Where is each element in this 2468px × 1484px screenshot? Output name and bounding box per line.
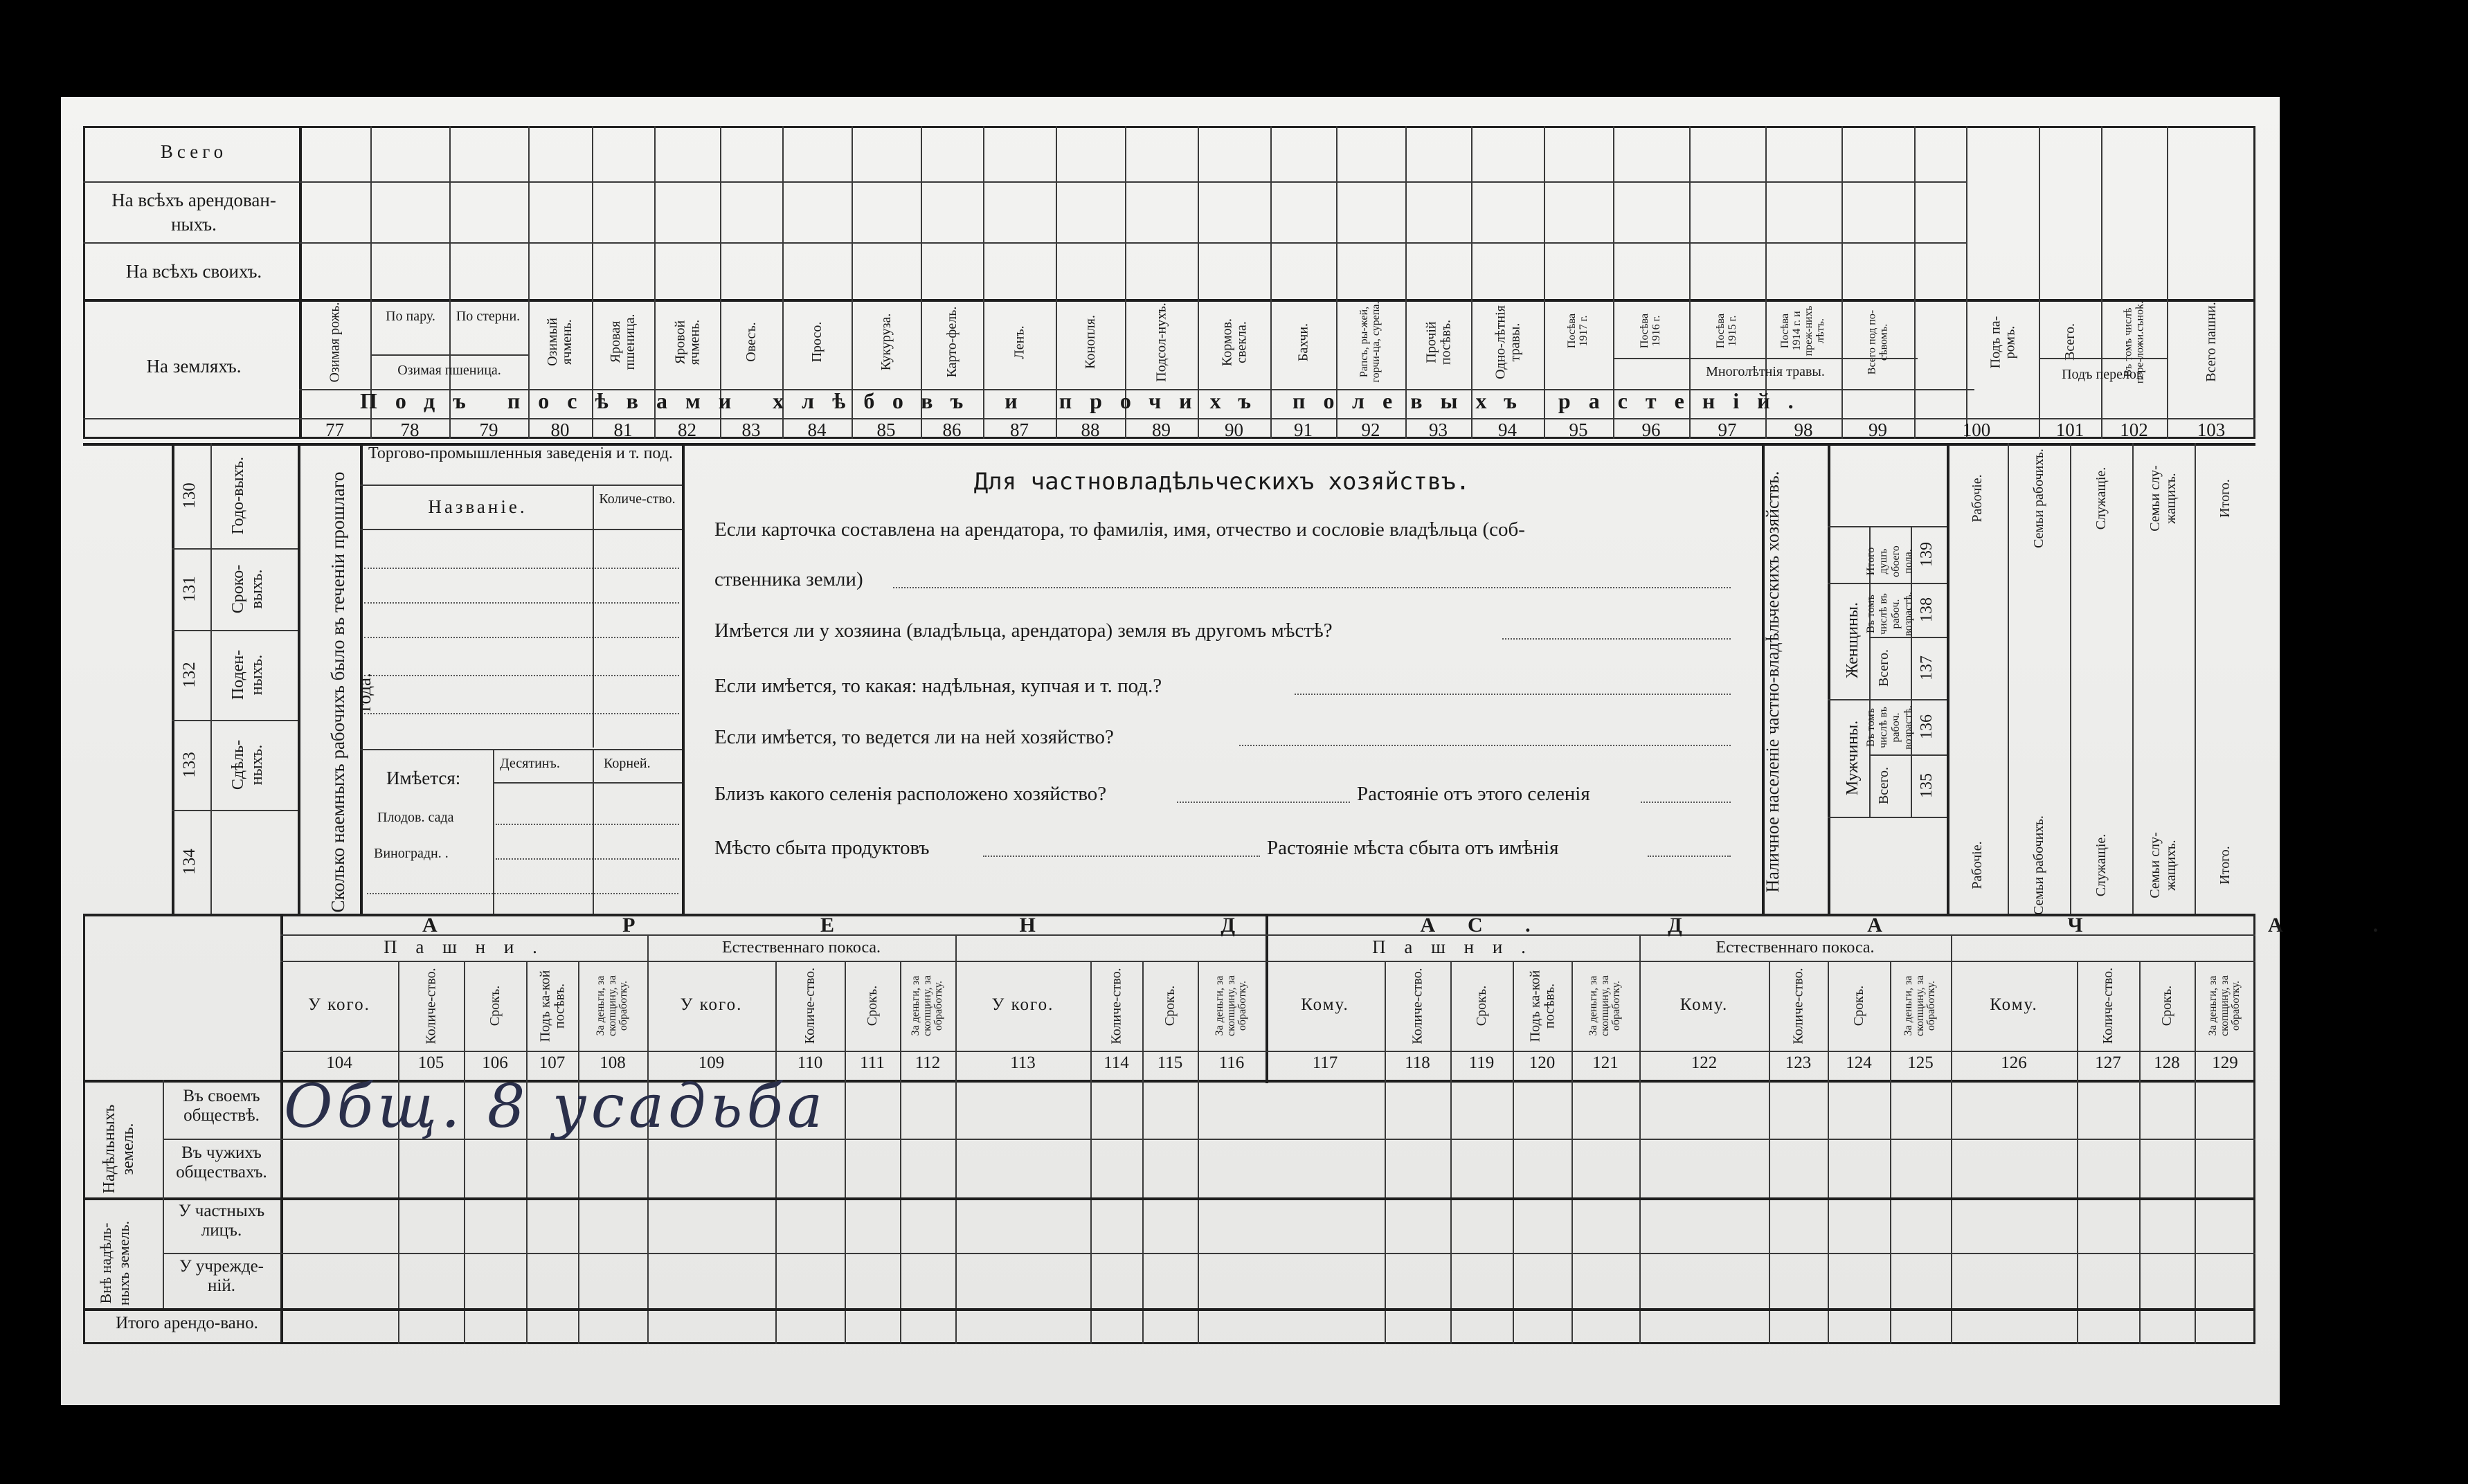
bottom-column-line bbox=[1890, 961, 1891, 1344]
top-column-number: 94 bbox=[1498, 419, 1517, 440]
bottom-column-header: Количе-ство. bbox=[1790, 967, 1805, 1044]
arenda-pashni: П а ш н и . bbox=[384, 936, 544, 957]
enterprises-title: Торгово-промышленныя заведенiя и т. под. bbox=[368, 444, 673, 462]
sdacha-pashni: П а ш н и . bbox=[1372, 936, 1533, 957]
row-label-on-lands: На земляхъ. bbox=[146, 356, 242, 377]
bottom-column-header: Срокъ. bbox=[1473, 985, 1489, 1026]
population-number: 136 bbox=[1918, 714, 1936, 739]
handwritten-entry: Общ. 8 усадьба bbox=[284, 1072, 827, 1141]
arenda-pokos: Естественнаго покоса. bbox=[721, 939, 881, 957]
top-column-number: 99 bbox=[1868, 419, 1887, 440]
bottom-column-line bbox=[1385, 961, 1386, 1344]
women-working-label: Въ томъ числѣ въ рабоч. возрастѣ. bbox=[1865, 592, 1914, 636]
crop-header: Въ томъ числѣ пере-ложи.съноk. bbox=[2121, 300, 2145, 383]
cattle-number: 134 bbox=[180, 849, 199, 875]
bottom-column-line bbox=[2139, 961, 2141, 1344]
workers-header-top: Рабочiе. bbox=[1969, 474, 1985, 523]
wheat-sub-stubble: По стерни. bbox=[456, 309, 521, 324]
bottom-column-number: 109 bbox=[698, 1053, 725, 1072]
private-q6: Мѣсто сбыта продуктовъ bbox=[714, 837, 930, 859]
private-q2: Имѣется ли у хозяина (владѣльца, арендатора) земля въ другомъ мѣстѣ? bbox=[714, 619, 1333, 642]
crop-header: Прочiй посѣвъ. bbox=[1423, 319, 1453, 365]
crop-header: Озимый ячмень. bbox=[545, 318, 575, 366]
top-column-number: 98 bbox=[1794, 419, 1813, 440]
bottom-column-header: Подъ ка-кой посѣвъ. bbox=[537, 970, 567, 1042]
top-column-number: 89 bbox=[1152, 419, 1171, 440]
population-number: 138 bbox=[1918, 597, 1936, 622]
row-label-rented-1: На всѣхъ арендован- bbox=[111, 190, 276, 210]
bottom-column-number: 120 bbox=[1529, 1053, 1556, 1072]
crop-header: Озимая рожь. bbox=[327, 301, 342, 383]
top-column-number: 87 bbox=[1010, 419, 1029, 440]
workers-header-bottom: Служащiе. bbox=[2093, 833, 2109, 897]
private-q1a: Если карточка составлена на арендатора, то фамилiя, имя, отчество и сословiе владѣльца (соб- bbox=[714, 518, 1525, 541]
bottom-column-number: 113 bbox=[1010, 1053, 1036, 1072]
crop-header: Кукуруза. bbox=[878, 313, 894, 371]
private-q4: Если имѣется, то ведется ли на ней хозяйство? bbox=[714, 726, 1114, 748]
population-number: 135 bbox=[1918, 773, 1936, 798]
top-column-number: 96 bbox=[1641, 419, 1661, 440]
bottom-column-header: Подъ ка-кой посѣвъ. bbox=[1526, 970, 1557, 1042]
group-nadel: Надѣльныхъ земель. bbox=[100, 1104, 137, 1194]
population-number: 137 bbox=[1918, 655, 1936, 680]
crop-header: Карто-фель. bbox=[944, 306, 960, 378]
crop-header: Бахчи. bbox=[1295, 323, 1310, 361]
bottom-column-number: 106 bbox=[482, 1053, 508, 1072]
private-q6b: Растоянiе мѣста сбыта отъ имѣнiя bbox=[1267, 837, 1559, 859]
bottom-column-header: Срокъ. bbox=[487, 985, 503, 1026]
top-column-line bbox=[2101, 126, 2102, 439]
private-q5: Близъ какого селенiя расположено хозяйство? bbox=[714, 783, 1107, 805]
bottom-column-line bbox=[647, 961, 649, 1344]
korney-label: Корней. bbox=[604, 756, 651, 771]
cattle-number: 133 bbox=[180, 752, 199, 778]
bottom-column-line bbox=[526, 961, 528, 1344]
workers-header-bottom: Семьи рабочихъ. bbox=[2030, 815, 2046, 915]
top-column-number: 86 bbox=[942, 419, 962, 440]
top-column-number: 81 bbox=[613, 419, 633, 440]
population-title: Наличное населенiе частно-владѣльческихъ хозяйствъ. bbox=[1763, 471, 1783, 893]
bottom-column-header: Срокъ. bbox=[864, 985, 880, 1026]
bottom-column-header: Срокъ. bbox=[1162, 985, 1178, 1026]
bottom-column-header: Количе-ство. bbox=[1409, 967, 1425, 1044]
bottom-column-number: 111 bbox=[860, 1053, 885, 1072]
bottom-column-line bbox=[398, 961, 399, 1344]
crop-header: Подсол-нухъ. bbox=[1153, 302, 1169, 382]
crop-header: Посѣва 1917 г. bbox=[1566, 313, 1589, 349]
bottom-column-header: За деньги, за скопщину, за обработку. bbox=[2206, 975, 2242, 1036]
row-total-rented: Итого арендо-вано. bbox=[116, 1314, 258, 1332]
top-column-number: 95 bbox=[1569, 419, 1588, 440]
population-number: 139 bbox=[1918, 542, 1936, 567]
crop-header: Овесъ. bbox=[743, 322, 759, 362]
bottom-column-number: 107 bbox=[539, 1053, 566, 1072]
top-column-number: 97 bbox=[1718, 419, 1737, 440]
sdacha-title: С Д А Ч А. bbox=[1468, 914, 2468, 936]
row-other-societies: Въ чужихъ обществахъ. bbox=[176, 1143, 267, 1182]
workers-column-line bbox=[2070, 443, 2071, 914]
bottom-column-number: 121 bbox=[1592, 1053, 1619, 1072]
bottom-column-number: 115 bbox=[1157, 1053, 1183, 1072]
bottom-column-number: 118 bbox=[1405, 1053, 1430, 1072]
bottom-column-number: 124 bbox=[1846, 1053, 1872, 1072]
workers-column-line bbox=[2132, 443, 2134, 914]
bottom-column-line bbox=[1142, 961, 1144, 1344]
top-column-line bbox=[1841, 126, 1843, 439]
bottom-column-header: У кого. bbox=[308, 995, 370, 1014]
bottom-column-line bbox=[2077, 961, 2078, 1344]
bottom-column-header: Кому. bbox=[1679, 995, 1729, 1014]
bottom-column-header: Количе-ство. bbox=[1108, 967, 1124, 1044]
men-label: Мужчины. bbox=[1844, 720, 1862, 796]
crop-header: Одно-лѣтнiя травы. bbox=[1492, 305, 1522, 379]
top-column-number: 80 bbox=[550, 419, 570, 440]
bottom-column-number: 108 bbox=[600, 1053, 626, 1072]
workers-header-top: Семьи рабочихъ. bbox=[2030, 449, 2046, 548]
cattle-number: 132 bbox=[180, 662, 199, 688]
bottom-column-line bbox=[2195, 961, 2196, 1344]
bottom-column-header: Срокъ. bbox=[2159, 985, 2174, 1026]
bottom-column-header: Кому. bbox=[1990, 995, 2038, 1014]
bottom-column-line bbox=[1951, 961, 1952, 1344]
row-private-persons: У частныхъ лицъ. bbox=[178, 1202, 265, 1240]
perennial-caption: Многолѣтнiя травы. bbox=[1706, 364, 1825, 379]
bottom-column-header: У кого. bbox=[991, 995, 1054, 1014]
workers-column-line bbox=[2008, 443, 2009, 914]
bottom-column-line bbox=[578, 961, 579, 1344]
desyatin-label: Десятинъ. bbox=[500, 756, 560, 771]
bottom-column-header: За деньги, за скопщину, за обработку. bbox=[1902, 975, 1938, 1036]
crop-header: Яровая пшеница. bbox=[608, 314, 638, 370]
crop-header: Посѣва 1915 г. bbox=[1715, 313, 1738, 349]
bottom-column-line bbox=[1090, 961, 1092, 1344]
enterprises-col-name: Названiе. bbox=[428, 496, 528, 517]
enterprises-col-qty: Количе-ство. bbox=[599, 491, 676, 507]
private-farms-title: Для частновладѣльческихъ хозяйствъ. bbox=[973, 468, 1470, 496]
bottom-column-number: 116 bbox=[1218, 1053, 1245, 1072]
bottom-column-header: У кого. bbox=[680, 995, 743, 1014]
bottom-column-number: 104 bbox=[326, 1053, 352, 1072]
top-column-number: 90 bbox=[1225, 419, 1243, 440]
top-column-number: 77 bbox=[325, 419, 344, 440]
fallow-caption: Подъ перелог. bbox=[2062, 367, 2144, 382]
bottom-column-line bbox=[1450, 961, 1452, 1344]
bottom-column-line bbox=[955, 961, 957, 1344]
cattle-number: 131 bbox=[180, 576, 199, 602]
row-institutions: У учрежде-нiй. bbox=[179, 1257, 264, 1295]
bottom-column-line bbox=[464, 961, 465, 1344]
top-column-line bbox=[2039, 126, 2040, 439]
workers-header-top: Итого. bbox=[2217, 479, 2233, 518]
crop-header: Всего пашни. bbox=[2203, 302, 2219, 382]
cattle-label: Сдѣль-ныхъ. bbox=[229, 739, 266, 790]
bottom-column-number: 122 bbox=[1691, 1053, 1718, 1072]
cattle-label: Годо-выхъ. bbox=[229, 456, 247, 535]
top-column-line bbox=[1914, 126, 1916, 439]
top-column-number: 85 bbox=[876, 419, 896, 440]
orchard-label: Плодов. сада bbox=[377, 810, 454, 825]
top-column-number: 93 bbox=[1429, 419, 1448, 440]
top-column-number: 84 bbox=[807, 419, 827, 440]
top-column-number: 100 bbox=[1962, 419, 1991, 440]
top-column-number: 82 bbox=[678, 419, 696, 440]
crop-header: Всего. bbox=[2062, 323, 2078, 361]
bottom-column-number: 110 bbox=[797, 1053, 823, 1072]
bottom-column-header: За деньги, за скопщину, за обработку. bbox=[594, 975, 630, 1036]
top-column-number: 79 bbox=[479, 419, 498, 440]
bottom-column-header: Количе-ство. bbox=[802, 967, 818, 1044]
women-total-label: Всего. bbox=[1876, 649, 1891, 687]
top-column-number: 88 bbox=[1081, 419, 1100, 440]
workers-header-bottom: Семьи слу-жащихъ. bbox=[2147, 832, 2179, 898]
bottom-column-line bbox=[1571, 961, 1573, 1344]
bottom-column-number: 125 bbox=[1907, 1053, 1934, 1072]
cattle-label: Поден-ныхъ. bbox=[229, 649, 266, 700]
wheat-sub-fallow: По пару. bbox=[386, 309, 435, 324]
top-column-number: 92 bbox=[1361, 419, 1380, 440]
bottom-column-line bbox=[1513, 961, 1514, 1344]
bottom-column-number: 123 bbox=[1785, 1053, 1812, 1072]
bottom-column-number: 112 bbox=[915, 1053, 941, 1072]
bottom-column-number: 105 bbox=[417, 1053, 444, 1072]
men-working-label: Въ томъ числѣ въ рабоч. возрастѣ. bbox=[1865, 705, 1914, 750]
top-column-line bbox=[1966, 126, 1967, 439]
private-q3: Если имѣется, то какая: надѣльная, купчая и т. под.? bbox=[714, 675, 1162, 697]
crop-header: Всего под по-сѣвомъ. bbox=[1865, 309, 1889, 374]
bottom-column-line bbox=[845, 961, 846, 1344]
bottom-column-line bbox=[900, 961, 901, 1344]
row-label-total: Всего bbox=[160, 141, 228, 162]
bottom-column-header: Кому. bbox=[1301, 995, 1349, 1014]
crop-header: Посѣва 1916 г. bbox=[1639, 313, 1662, 349]
cattle-label: Сроко-выхъ. bbox=[229, 564, 266, 614]
bottom-column-number: 129 bbox=[2212, 1053, 2238, 1072]
bottom-column-number: 114 bbox=[1104, 1053, 1129, 1072]
crop-header: Рапсъ, ры-жей, горчи-ца, сурепа. bbox=[1358, 301, 1382, 383]
sown-banner: Подъ посѣвами хлѣбовъ и прочихъ полевыхъ растенiй. bbox=[360, 388, 1812, 413]
total-both-label: Итого душъ обоего пола. bbox=[1865, 545, 1914, 577]
workers-header-bottom: Итого. bbox=[2217, 846, 2233, 885]
group-vne: Внѣ надѣль-ныхъ земель. bbox=[97, 1220, 132, 1306]
men-total-label: Всего. bbox=[1876, 766, 1891, 805]
wheat-caption: Озимая пшеница. bbox=[397, 363, 501, 378]
bottom-column-number: 127 bbox=[2095, 1053, 2121, 1072]
private-q5b: Растоянiе отъ этого селенiя bbox=[1357, 783, 1590, 805]
top-column-number: 91 bbox=[1294, 419, 1313, 440]
top-column-number: 101 bbox=[2055, 419, 2084, 440]
bottom-column-line bbox=[1639, 961, 1641, 1344]
crop-header: Конопля. bbox=[1082, 315, 1098, 369]
bottom-column-line bbox=[1769, 961, 1770, 1344]
top-column-number: 83 bbox=[741, 419, 761, 440]
hired-workers-title: Сколько наемныхъ рабочихъ было въ теченiи прошлаго года. bbox=[327, 471, 375, 913]
bottom-column-header: Количе-ство. bbox=[423, 967, 438, 1044]
crop-header: Посѣва 1914 г. и преж-нихъ лѣтъ. bbox=[1779, 305, 1826, 356]
row-own-society: Въ своемъ обществѣ. bbox=[183, 1087, 260, 1125]
top-column-line bbox=[2167, 126, 2168, 439]
bottom-column-header: Срокъ. bbox=[1850, 985, 1866, 1026]
vineyard-label: Виноградн. . bbox=[374, 846, 449, 861]
arenda-title: А Р Е Н Д А. bbox=[422, 914, 1621, 936]
private-q1b: ственника земли) bbox=[714, 568, 863, 590]
bottom-column-number: 128 bbox=[2154, 1053, 2180, 1072]
bottom-column-number: 119 bbox=[1468, 1053, 1495, 1072]
crop-header: Ленъ. bbox=[1011, 325, 1027, 359]
workers-header-bottom: Рабочiе. bbox=[1969, 841, 1985, 889]
workers-header-top: Семьи слу-жащихъ. bbox=[2147, 465, 2179, 532]
bottom-column-number: 117 bbox=[1312, 1053, 1338, 1072]
crop-header: Подъ па-ромъ. bbox=[1987, 316, 2017, 368]
bottom-column-line bbox=[1198, 961, 1199, 1344]
crop-header: Кормов. свекла. bbox=[1218, 318, 1249, 366]
top-column-number: 103 bbox=[2197, 419, 2226, 440]
bottom-column-number: 126 bbox=[2001, 1053, 2027, 1072]
bottom-column-line bbox=[775, 961, 777, 1344]
bottom-column-header: За деньги, за скопщину, за обработку. bbox=[1213, 975, 1249, 1036]
row-label-own: На всѣхъ своихъ. bbox=[125, 261, 262, 282]
has-label: Имѣется: bbox=[386, 768, 461, 788]
crop-header: Яровой ячмень. bbox=[672, 319, 702, 365]
crop-header: Просо. bbox=[809, 321, 825, 363]
bottom-column-header: За деньги, за скопщину, за обработку. bbox=[909, 975, 945, 1036]
bottom-column-line bbox=[1828, 961, 1829, 1344]
workers-column-line bbox=[2195, 443, 2196, 914]
bottom-column-header: За деньги, за скопщину, за обработку. bbox=[1587, 975, 1623, 1036]
top-column-number: 102 bbox=[2120, 419, 2148, 440]
cattle-number: 130 bbox=[180, 482, 199, 509]
bottom-column-header: Количе-ство. bbox=[2100, 967, 2116, 1044]
top-column-number: 78 bbox=[400, 419, 420, 440]
women-label: Женщины. bbox=[1844, 601, 1862, 679]
workers-header-top: Служащiе. bbox=[2093, 467, 2109, 530]
sdacha-pokos: Естественнаго покоса. bbox=[1715, 939, 1875, 957]
row-label-rented-2: ныхъ. bbox=[171, 214, 217, 235]
